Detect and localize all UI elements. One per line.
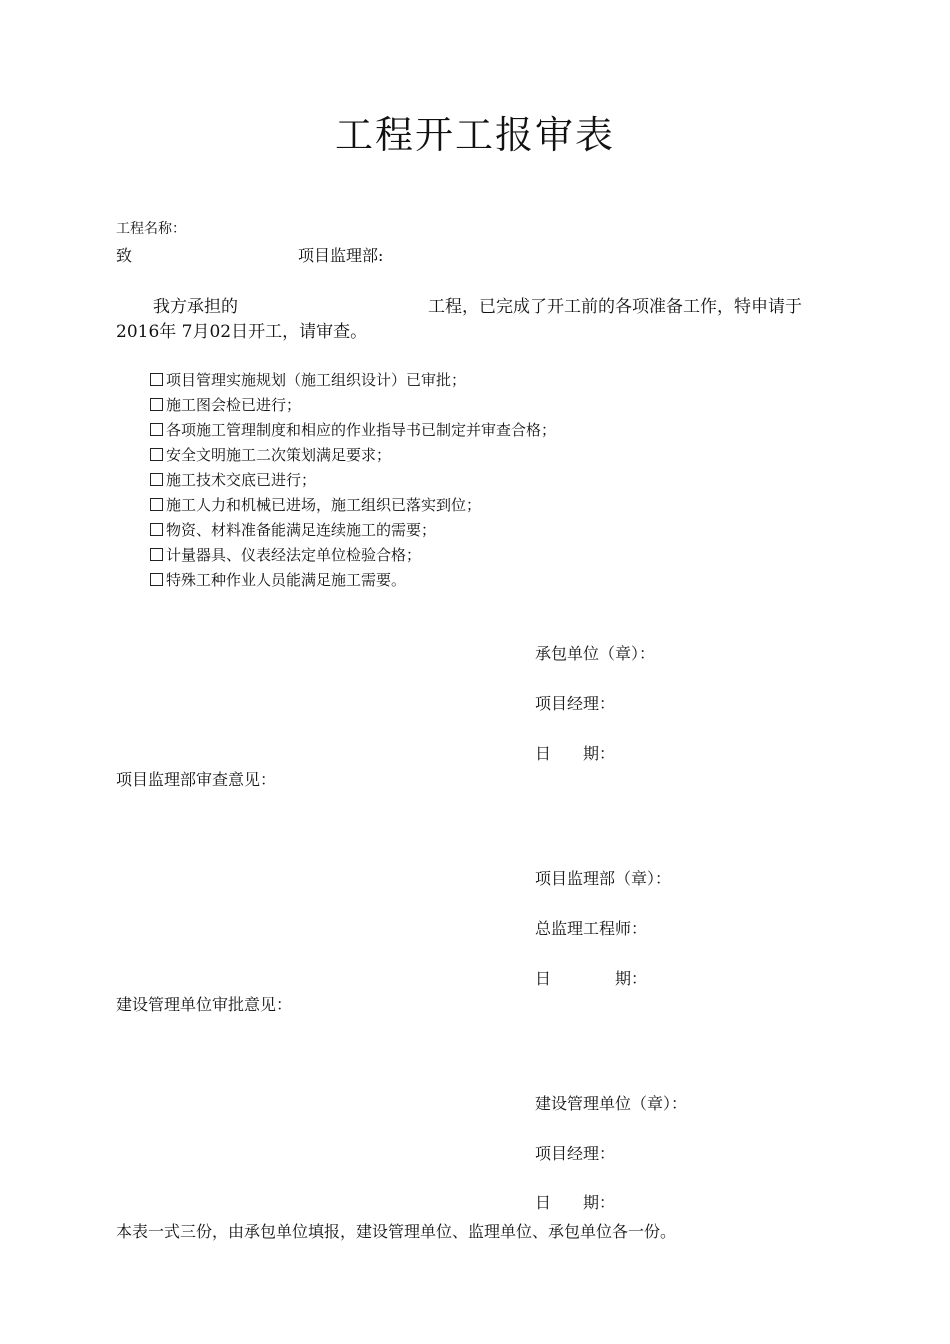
supervision-dept-label: 项目监理部: <box>298 246 384 265</box>
supervision-date-label: 日 期： <box>535 969 648 988</box>
checklist-item: 施工人力和机械已进场，施工组织已落实到位； <box>150 493 556 518</box>
body-line2: 2016年 7月02日开工，请审查。 <box>116 322 368 342</box>
preparation-checklist <box>150 368 556 593</box>
checklist-item: 施工技术交底已进行； <box>150 468 556 493</box>
checklist-item: 计量器具、仪表经法定单位检验合格； <box>150 543 556 568</box>
checkbox[interactable] <box>150 498 163 511</box>
supervision-opinion-label: 项目监理部审查意见： <box>116 770 277 789</box>
checkbox[interactable] <box>150 373 163 386</box>
document-title: 工程开工报审表 <box>334 113 615 157</box>
checklist-item: 项目管理实施规划（施工组织设计）已审批； <box>150 368 556 393</box>
owner-manager-label: 项目经理： <box>535 1144 616 1163</box>
checkbox[interactable] <box>150 423 163 436</box>
contractor-manager-label: 项目经理： <box>535 694 616 713</box>
checklist-item: 特殊工种作业人员能满足施工需要。 <box>150 568 556 593</box>
owner-date-label: 日 期： <box>535 1193 616 1212</box>
checkbox[interactable] <box>150 398 163 411</box>
supervision-unit-label: 项目监理部（章）： <box>535 869 672 888</box>
checklist-item: 物资、材料准备能满足连续施工的需要； <box>150 518 556 543</box>
body-line1-prefix: 我方承担的 <box>153 297 238 317</box>
checklist-item: 各项施工管理制度和相应的作业指导书已制定并审查合格； <box>150 418 556 443</box>
chief-engineer-label: 总监理工程师： <box>535 919 648 938</box>
owner-opinion-label: 建设管理单位审批意见： <box>116 995 293 1014</box>
checkbox[interactable] <box>150 473 163 486</box>
checkbox[interactable] <box>150 573 163 586</box>
footer-note: 本表一式三份，由承包单位填报，建设管理单位、监理单位、承包单位各一份。 <box>116 1222 677 1241</box>
owner-unit-label: 建设管理单位（章）： <box>535 1094 688 1113</box>
contractor-date-label: 日 期： <box>535 744 616 763</box>
checkbox[interactable] <box>150 448 163 461</box>
checklist-item: 安全文明施工二次策划满足要求； <box>150 443 556 468</box>
to-label: 致 <box>116 246 133 265</box>
body-line1-suffix: 工程，已完成了开工前的各项准备工作，特申请于 <box>428 297 802 317</box>
checkbox[interactable] <box>150 548 163 561</box>
contractor-unit-label: 承包单位（章）： <box>535 644 656 663</box>
project-name-label: 工程名称： <box>116 221 186 237</box>
checklist-item: 施工图会检已进行； <box>150 393 556 418</box>
checkbox[interactable] <box>150 523 163 536</box>
